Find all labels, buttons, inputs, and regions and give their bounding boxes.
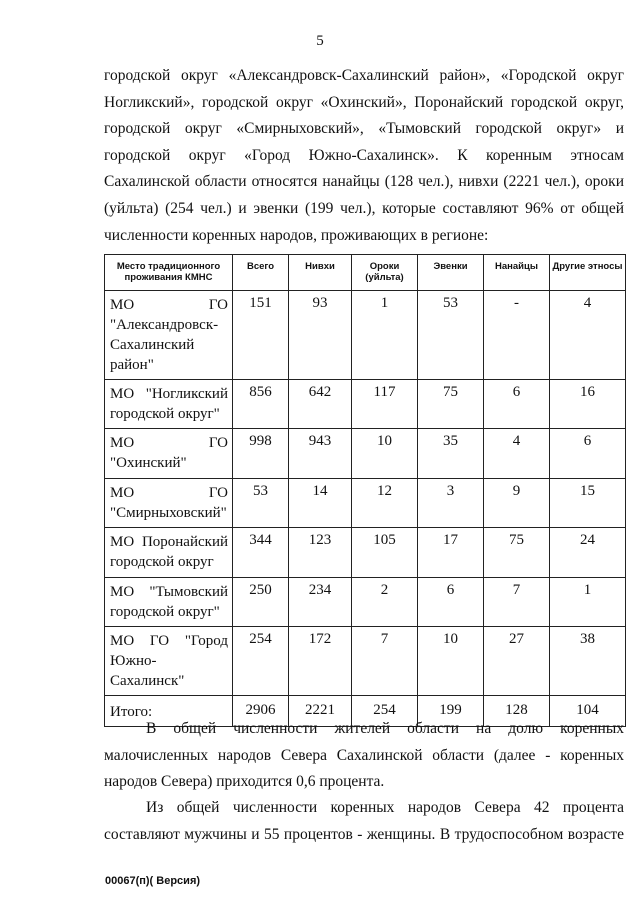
text-line: малочисленных народов Севера Сахалинской области (далее - коренных <box>104 746 624 764</box>
column-header: Всего <box>233 255 289 291</box>
paragraph-gender <box>104 795 624 848</box>
table-header-row <box>105 255 626 291</box>
cell-value: 7 <box>484 578 550 627</box>
cell-value: 10 <box>418 627 484 696</box>
cell-value: 38 <box>550 627 626 696</box>
cell-value: 998 <box>233 429 289 479</box>
cell-value: 1 <box>550 578 626 627</box>
cell-value: 75 <box>484 528 550 578</box>
cell-value: 1 <box>352 291 418 380</box>
row-label: МО "Тымовский городской округ" <box>105 578 233 627</box>
cell-value: 35 <box>418 429 484 479</box>
table-row <box>105 578 626 627</box>
cell-value: 93 <box>289 291 352 380</box>
column-header: Нанайцы <box>484 255 550 291</box>
cell-value: 2221 <box>289 696 352 727</box>
cell-value: - <box>484 291 550 380</box>
document-footer-code: 00067(п)( Версия) <box>105 875 201 887</box>
cell-value: 856 <box>233 380 289 429</box>
table-row <box>105 479 626 528</box>
text-line: (уйльта) (254 чел.) и эвенки (199 чел.), которые составляют 96% от общей <box>104 199 624 217</box>
cell-value: 16 <box>550 380 626 429</box>
text-line: В общей численности жителей области на долю коренных <box>146 720 624 737</box>
table-row <box>105 291 626 380</box>
row-label: МО ГО "Александровск-Сахалинский район" <box>105 291 233 380</box>
text-line: городской округ «Город Южно-Сахалинск». К коренным этносам <box>104 146 624 164</box>
cell-value: 17 <box>418 528 484 578</box>
cell-value: 117 <box>352 380 418 429</box>
column-header: Эвенки <box>418 255 484 291</box>
column-header: Другие этносы <box>550 255 626 291</box>
text-line: численности коренных народов, проживающих в регионе: <box>104 226 489 244</box>
cell-value: 4 <box>550 291 626 380</box>
page-number: 5 <box>316 33 324 49</box>
cell-value: 15 <box>550 479 626 528</box>
cell-value: 172 <box>289 627 352 696</box>
text-line: Ногликский», городской округ «Охинский», Поронайский городской округ, <box>104 93 624 111</box>
cell-value: 2 <box>352 578 418 627</box>
cell-value: 151 <box>233 291 289 380</box>
row-label: МО ГО "Охинский" <box>105 429 233 479</box>
cell-value: 344 <box>233 528 289 578</box>
cell-value: 642 <box>289 380 352 429</box>
cell-value: 199 <box>418 696 484 727</box>
cell-value: 4 <box>484 429 550 479</box>
text-line: Из общей численности коренных народов Севера 42 процента <box>146 799 624 816</box>
cell-value: 3 <box>418 479 484 528</box>
paragraph-intro <box>104 63 624 249</box>
cell-value: 12 <box>352 479 418 528</box>
cell-value: 6 <box>550 429 626 479</box>
cell-value: 14 <box>289 479 352 528</box>
row-label: МО ГО "Город Южно-Сахалинск" <box>105 627 233 696</box>
row-label: Итого: <box>105 696 233 727</box>
cell-value: 250 <box>233 578 289 627</box>
cell-value: 123 <box>289 528 352 578</box>
cell-value: 53 <box>233 479 289 528</box>
cell-value: 6 <box>484 380 550 429</box>
table-row <box>105 429 626 479</box>
cell-value: 104 <box>550 696 626 727</box>
paragraph-share <box>104 716 624 796</box>
population-table <box>104 254 626 727</box>
cell-value: 75 <box>418 380 484 429</box>
row-label: МО Поронайский городской округ <box>105 528 233 578</box>
table-row <box>105 528 626 578</box>
cell-value: 6 <box>418 578 484 627</box>
row-label: МО ГО "Смирныховский" <box>105 479 233 528</box>
cell-value: 943 <box>289 429 352 479</box>
row-label: МО "Ногликский городской округ" <box>105 380 233 429</box>
cell-value: 24 <box>550 528 626 578</box>
column-header: Ороки (уйльта) <box>352 255 418 291</box>
text-line: городской округ «Смирныховский», «Тымовский городской округ» и <box>104 120 624 138</box>
cell-value: 2906 <box>233 696 289 727</box>
column-header: Нивхи <box>289 255 352 291</box>
cell-value: 254 <box>233 627 289 696</box>
cell-value: 9 <box>484 479 550 528</box>
cell-value: 10 <box>352 429 418 479</box>
text-line: городской округ «Александровск-Сахалинский район», «Городской округ <box>104 67 624 84</box>
cell-value: 53 <box>418 291 484 380</box>
text-line: составляют мужчины и 55 процентов - женщины. В трудоспособном возрасте <box>104 825 624 843</box>
cell-value: 7 <box>352 627 418 696</box>
cell-value: 254 <box>352 696 418 727</box>
column-header: Место традиционного проживания КМНС <box>105 255 233 291</box>
cell-value: 128 <box>484 696 550 727</box>
cell-value: 105 <box>352 528 418 578</box>
table-row <box>105 380 626 429</box>
cell-value: 27 <box>484 627 550 696</box>
text-line: народов Севера) приходится 0,6 процента. <box>104 773 385 791</box>
table-row <box>105 627 626 696</box>
cell-value: 234 <box>289 578 352 627</box>
text-line: Сахалинской области относятся нанайцы (128 чел.), нивхи (2221 чел.), ороки <box>104 173 624 191</box>
